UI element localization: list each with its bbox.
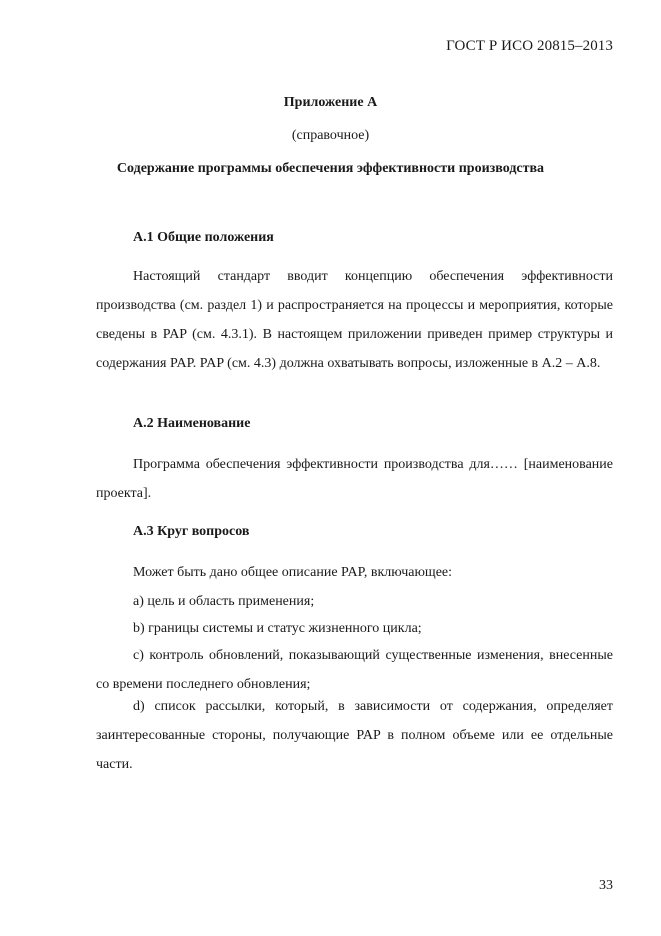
- appendix-title: Приложение А: [283, 95, 378, 110]
- list-item-a: a) цель и область применения;: [133, 594, 315, 609]
- appendix-subtitle: (справочное): [291, 128, 370, 143]
- standard-code: ГОСТ Р ИСО 20815–2013: [446, 38, 613, 54]
- appendix-heading: Содержание программы обеспечения эффективности производства: [116, 161, 545, 176]
- list-item-d: d) список рассылки, который, в зависимости от содержания, определяет заинтересованные стороны, получающие PAP в полном объеме или ее отдельные части.: [96, 699, 613, 772]
- section-heading-a2: А.2 Наименование: [133, 416, 251, 431]
- paragraph-a3-intro: Может быть дано общее описание PAP, включающее:: [133, 565, 453, 580]
- list-item-c: c) контроль обновлений, показывающий существенные изменения, внесенные со времени последнего обновления;: [96, 648, 613, 692]
- paragraph-a1: Настоящий стандарт вводит концепцию обеспечения эффективности производства (см. раздел 1) и распространяется на процессы и мероприятия, которые сведены в PAP (см. 4.3.1). В настоящем приложении приведен пример структуры и содержания PAP. PAP (см. 4.3) должна охватывать вопросы, изложенные в А.2 – А.8.: [96, 269, 613, 371]
- list-item-b: b) границы системы и статус жизненного цикла;: [133, 621, 422, 636]
- page-number: 33: [599, 878, 613, 893]
- section-heading-a3: А.3 Круг вопросов: [133, 524, 250, 539]
- paragraph-a2: Программа обеспечения эффективности производства для…… [наименование проекта].: [96, 457, 613, 501]
- section-heading-a1: А.1 Общие положения: [133, 230, 274, 245]
